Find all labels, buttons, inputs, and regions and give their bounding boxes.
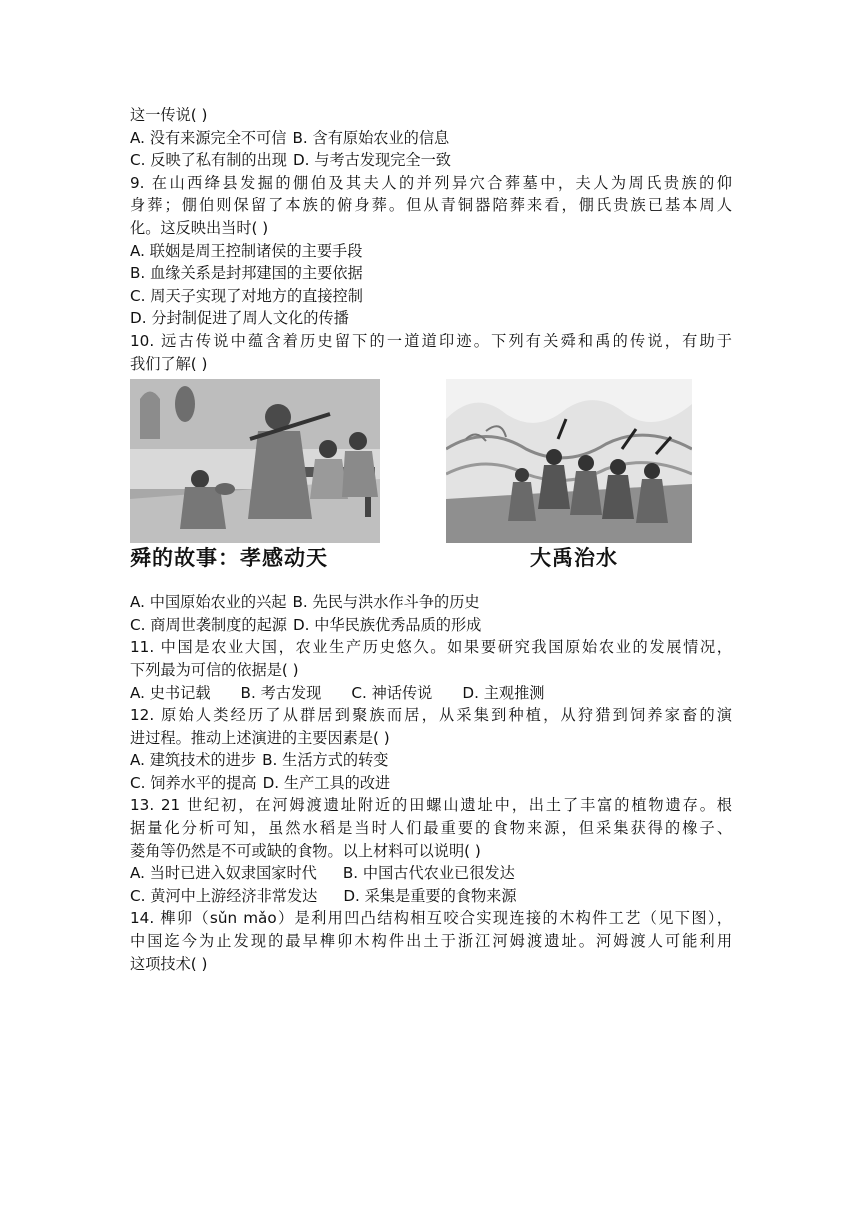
shun-story-illustration [130, 379, 380, 543]
q13-stem-line: 据量化分析可知，虽然水稻是当时人们最重要的食物来源，但采集获得的橡子、 [130, 819, 732, 838]
q8-option-row [130, 127, 732, 150]
q10-option-c[interactable]: C. 商周世袭制度的起源 [130, 615, 287, 634]
q12-option-d[interactable]: D. 生产工具的改进 [262, 773, 391, 792]
q10-figures [130, 379, 732, 589]
q8-stem-tail: 这一传说( ) [130, 106, 208, 124]
q14-stem-line: 中国迄今为止发现的最早榫卯木构件出土于浙江河姆渡遗址。河姆渡人可能利用 [130, 932, 732, 951]
q8-option-c[interactable]: C. 反映了私有制的出现 [130, 151, 287, 170]
q14-stem-line: 这项技术( ) [130, 954, 208, 973]
q11-option-b[interactable]: B. 考古发现 [240, 683, 322, 702]
q8-option-a[interactable]: A. 没有来源完全不可信 [130, 128, 287, 147]
yu-flood-illustration [446, 379, 692, 543]
q13-option-c[interactable]: C. 黄河中上游经济非常发达 [130, 886, 318, 905]
q10-option-d[interactable]: D. 中华民族优秀品质的形成 [292, 615, 482, 634]
q12-option-b[interactable]: B. 生活方式的转变 [262, 751, 389, 770]
q12-option-c[interactable]: C. 饲养水平的提高 [130, 773, 257, 792]
q11-option-row [130, 682, 732, 705]
question-column [130, 104, 732, 975]
q12-option-row [130, 749, 732, 772]
yu-flood-figure [446, 379, 692, 571]
q11-stem-line: 下列最为可信的依据是( ) [130, 660, 299, 679]
q11-option-d[interactable]: D. 主观推测 [462, 683, 545, 702]
q11-option-a[interactable]: A. 史书记载 [130, 683, 211, 702]
q9-stem-line: 9. 在山西绛县发掘的倗伯及其夫人的并列异穴合葬墓中，夫人为周氏贵族的仰 [130, 173, 732, 192]
yu-flood-caption: 大禹治水 [530, 545, 618, 571]
q10-option-row [130, 614, 732, 637]
shun-story-caption: 舜的故事：孝感动天 [130, 545, 328, 571]
q8-option-row [130, 149, 732, 172]
q12-option-a[interactable]: A. 建筑技术的进步 [130, 751, 257, 770]
q9-option-b[interactable]: B. 血缘关系是封邦建国的主要依据 [130, 264, 363, 283]
q14-stem-line: 14. 榫卯（sǔn mǎo）是利用凹凸结构相互咬合实现连接的木构件工艺（见下图）， [130, 909, 732, 928]
shun-story-figure [130, 379, 380, 571]
q12-option-row [130, 772, 732, 795]
q10-option-row [130, 591, 732, 614]
q10-stem-line: 我们了解( ) [130, 354, 208, 373]
q9-stem-line: 身葬；倗伯则保留了本族的俯身葬。但从青铜器陪葬来看，倗氏贵族已基本周人 [130, 196, 732, 215]
q10-option-b[interactable]: B. 先民与洪水作斗争的历史 [292, 593, 480, 612]
q13-option-a[interactable]: A. 当时已进入奴隶国家时代 [130, 864, 317, 883]
q8-option-b[interactable]: B. 含有原始农业的信息 [292, 128, 450, 147]
q13-option-d[interactable]: D. 采集是重要的食物来源 [343, 886, 517, 905]
q12-stem-line: 进过程。推动上述演进的主要因素是( ) [130, 728, 390, 747]
q9-option-c[interactable]: C. 周天子实现了对地方的直接控制 [130, 286, 363, 305]
q13-stem-line: 13. 21 世纪初，在河姆渡遗址附近的田螺山遗址中，出土了丰富的植物遗存。根 [130, 796, 732, 815]
q11-stem-line: 11. 中国是农业大国，农业生产历史悠久。如果要研究我国原始农业的发展情况， [130, 638, 732, 657]
q13-option-b[interactable]: B. 中国古代农业已很发达 [342, 864, 515, 883]
q11-option-c[interactable]: C. 神话传说 [351, 683, 433, 702]
q10-option-a[interactable]: A. 中国原始农业的兴起 [130, 593, 287, 612]
q9-option-d[interactable]: D. 分封制促进了周人文化的传播 [130, 309, 349, 328]
q12-stem-line: 12. 原始人类经历了从群居到聚族而居，从采集到种植，从狩猎到饲养家畜的演 [130, 706, 732, 725]
q13-option-row [130, 885, 732, 908]
q9-option-a[interactable]: A. 联姻是周王控制诸侯的主要手段 [130, 241, 363, 260]
q13-option-row [130, 862, 732, 885]
q8-option-d[interactable]: D. 与考古发现完全一致 [292, 151, 451, 170]
q13-stem-line: 菱角等仍然是不可或缺的食物。以上材料可以说明( ) [130, 841, 481, 860]
q9-stem-line: 化。这反映出当时( ) [130, 218, 269, 237]
q10-stem-line: 10. 远古传说中蕴含着历史留下的一道道印迹。下列有关舜和禹的传说，有助于 [130, 331, 732, 350]
